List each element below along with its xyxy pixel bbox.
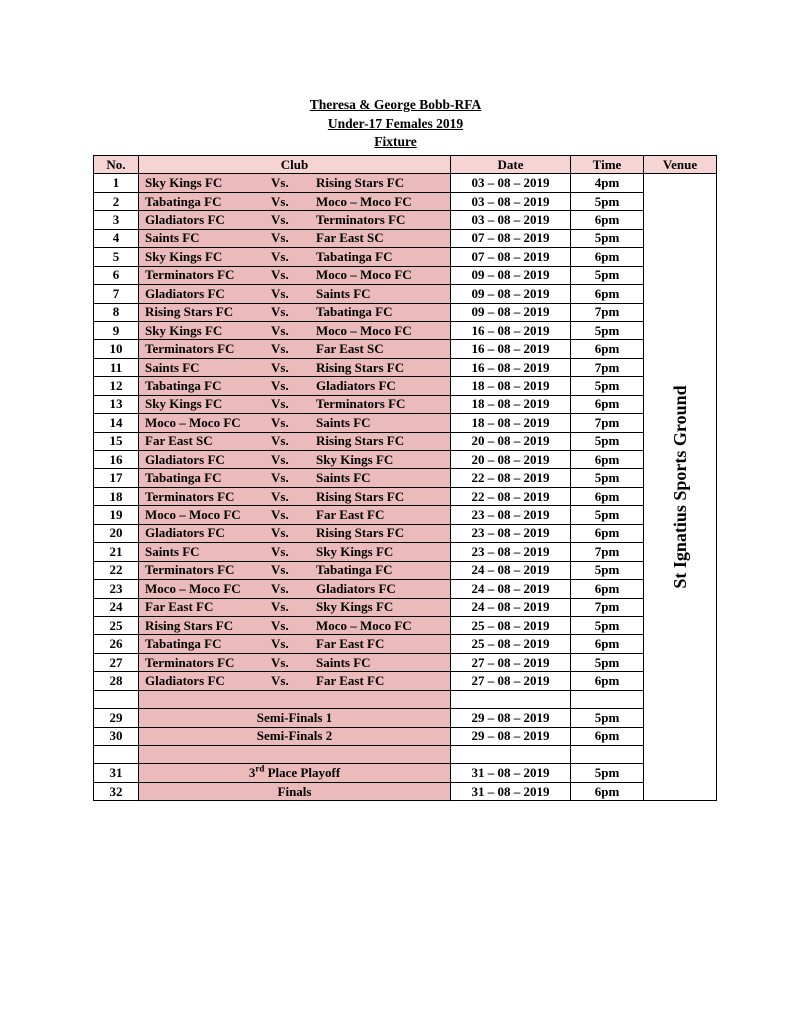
match-clubs xyxy=(139,414,451,432)
match-date: 18 – 08 – 2019 xyxy=(451,414,571,432)
table-row xyxy=(94,229,717,247)
venue-name: St Ignatius Sports Ground xyxy=(670,385,690,589)
semi-final-1-label: Semi-Finals 1 xyxy=(139,709,451,727)
table-row xyxy=(94,248,717,266)
match-number: 30 xyxy=(94,727,139,745)
home-team: Terminators FC xyxy=(145,562,235,578)
away-team: Rising Stars FC xyxy=(316,359,405,375)
match-number: 7 xyxy=(94,285,139,303)
header-venue: Venue xyxy=(644,156,717,174)
table-row xyxy=(94,321,717,339)
home-team: Gladiators FC xyxy=(145,212,225,228)
match-time: 5pm xyxy=(571,469,644,487)
table-row xyxy=(94,285,717,303)
match-number: 13 xyxy=(94,395,139,413)
match-number: 6 xyxy=(94,266,139,284)
match-clubs xyxy=(139,395,451,413)
table-row xyxy=(94,414,717,432)
match-time: 6pm xyxy=(571,285,644,303)
away-team: Far East SC xyxy=(316,230,384,246)
match-time: 7pm xyxy=(571,414,644,432)
table-row xyxy=(94,672,717,690)
match-time: 5pm xyxy=(571,616,644,634)
match-number: 19 xyxy=(94,506,139,524)
table-row xyxy=(94,524,717,542)
away-team: Moco – Moco FC xyxy=(316,267,412,283)
table-row xyxy=(94,598,717,616)
match-time: 5pm xyxy=(571,192,644,210)
competition-title: Under-17 Females 2019 xyxy=(327,115,464,131)
match-number: 3 xyxy=(94,211,139,229)
home-team: Gladiators FC xyxy=(145,285,225,301)
versus-label: Vs. xyxy=(271,193,289,209)
away-team: Far East FC xyxy=(316,636,385,652)
spacer-no xyxy=(94,690,139,708)
match-time: 6pm xyxy=(571,211,644,229)
away-team: Far East FC xyxy=(316,672,385,688)
home-team: Sky Kings FC xyxy=(145,322,223,338)
spacer-time xyxy=(571,690,644,708)
home-team: Terminators FC xyxy=(145,341,235,357)
home-team: Moco – Moco FC xyxy=(145,414,241,430)
match-clubs xyxy=(139,524,451,542)
home-team: Saints FC xyxy=(145,230,200,246)
spacer-date xyxy=(451,690,571,708)
match-time: 5pm xyxy=(571,229,644,247)
match-clubs xyxy=(139,340,451,358)
table-row xyxy=(94,506,717,524)
match-number: 16 xyxy=(94,451,139,469)
spacer-row xyxy=(94,746,717,764)
match-clubs xyxy=(139,469,451,487)
home-team: Sky Kings FC xyxy=(145,396,223,412)
spacer-no xyxy=(94,746,139,764)
home-team: Far East SC xyxy=(145,433,213,449)
away-team: Rising Stars FC xyxy=(316,433,405,449)
versus-label: Vs. xyxy=(271,267,289,283)
home-team: Gladiators FC xyxy=(145,451,225,467)
match-time: 5pm xyxy=(571,709,644,727)
match-clubs xyxy=(139,303,451,321)
match-time: 4pm xyxy=(571,174,644,192)
header-club: Club xyxy=(139,156,451,174)
match-clubs xyxy=(139,358,451,376)
away-team: Terminators FC xyxy=(316,396,406,412)
away-team: Gladiators FC xyxy=(316,377,396,393)
match-date: 27 – 08 – 2019 xyxy=(451,653,571,671)
match-clubs xyxy=(139,598,451,616)
spacer-time xyxy=(571,746,644,764)
match-number: 5 xyxy=(94,248,139,266)
spacer-row xyxy=(94,690,717,708)
match-number: 27 xyxy=(94,653,139,671)
away-team: Rising Stars FC xyxy=(316,175,405,191)
table-row xyxy=(94,174,717,192)
match-date: 07 – 08 – 2019 xyxy=(451,248,571,266)
match-number: 20 xyxy=(94,524,139,542)
versus-label: Vs. xyxy=(271,396,289,412)
away-team: Saints FC xyxy=(316,654,371,670)
away-team: Rising Stars FC xyxy=(316,525,405,541)
header-date: Date xyxy=(451,156,571,174)
versus-label: Vs. xyxy=(271,341,289,357)
match-number: 25 xyxy=(94,616,139,634)
versus-label: Vs. xyxy=(271,543,289,559)
match-time: 6pm xyxy=(571,672,644,690)
home-team: Sky Kings FC xyxy=(145,248,223,264)
match-clubs xyxy=(139,321,451,339)
match-date: 20 – 08 – 2019 xyxy=(451,451,571,469)
home-team: Rising Stars FC xyxy=(145,617,234,633)
away-team: Rising Stars FC xyxy=(316,488,405,504)
match-number: 12 xyxy=(94,377,139,395)
match-date: 16 – 08 – 2019 xyxy=(451,321,571,339)
semi-final-2-label: Semi-Finals 2 xyxy=(139,727,451,745)
match-time: 5pm xyxy=(571,432,644,450)
away-team: Sky Kings FC xyxy=(316,599,394,615)
match-clubs xyxy=(139,432,451,450)
versus-label: Vs. xyxy=(271,285,289,301)
organization-title: Theresa & George Bobb-RFA xyxy=(309,97,482,112)
stage-label: Place Playoff xyxy=(264,765,341,781)
away-team: Saints FC xyxy=(316,414,371,430)
table-row xyxy=(94,358,717,376)
match-date: 22 – 08 – 2019 xyxy=(451,469,571,487)
match-date: 24 – 08 – 2019 xyxy=(451,580,571,598)
match-clubs xyxy=(139,616,451,634)
versus-label: Vs. xyxy=(271,175,289,191)
match-number: 31 xyxy=(94,764,139,782)
match-number: 2 xyxy=(94,192,139,210)
versus-label: Vs. xyxy=(271,507,289,523)
home-team: Tabatinga FC xyxy=(145,377,222,393)
home-team: Saints FC xyxy=(145,359,200,375)
spacer-club xyxy=(139,746,451,764)
match-date: 23 – 08 – 2019 xyxy=(451,524,571,542)
away-team: Saints FC xyxy=(316,470,371,486)
away-team: Tabatinga FC xyxy=(316,304,393,320)
match-date: 16 – 08 – 2019 xyxy=(451,358,571,376)
match-number: 32 xyxy=(94,782,139,800)
match-date: 03 – 08 – 2019 xyxy=(451,192,571,210)
versus-label: Vs. xyxy=(271,636,289,652)
home-team: Tabatinga FC xyxy=(145,470,222,486)
match-clubs xyxy=(139,506,451,524)
home-team: Far East FC xyxy=(145,599,214,615)
match-date: 31 – 08 – 2019 xyxy=(451,782,571,800)
match-clubs xyxy=(139,285,451,303)
match-date: 29 – 08 – 2019 xyxy=(451,727,571,745)
versus-label: Vs. xyxy=(271,414,289,430)
match-number: 21 xyxy=(94,543,139,561)
home-team: Terminators FC xyxy=(145,654,235,670)
match-clubs xyxy=(139,543,451,561)
versus-label: Vs. xyxy=(271,617,289,633)
home-team: Moco – Moco FC xyxy=(145,580,241,596)
match-time: 6pm xyxy=(571,580,644,598)
away-team: Terminators FC xyxy=(316,212,406,228)
match-date: 20 – 08 – 2019 xyxy=(451,432,571,450)
match-number: 15 xyxy=(94,432,139,450)
match-date: 24 – 08 – 2019 xyxy=(451,561,571,579)
document-header xyxy=(0,96,791,152)
table-row xyxy=(94,432,717,450)
match-date: 09 – 08 – 2019 xyxy=(451,303,571,321)
table-row xyxy=(94,580,717,598)
table-row xyxy=(94,266,717,284)
match-clubs xyxy=(139,451,451,469)
match-date: 03 – 08 – 2019 xyxy=(451,211,571,229)
finals-label: Finals xyxy=(139,782,451,800)
home-team: Moco – Moco FC xyxy=(145,507,241,523)
away-team: Gladiators FC xyxy=(316,580,396,596)
versus-label: Vs. xyxy=(271,470,289,486)
match-time: 6pm xyxy=(571,340,644,358)
match-number: 14 xyxy=(94,414,139,432)
match-time: 5pm xyxy=(571,321,644,339)
home-team: Gladiators FC xyxy=(145,525,225,541)
match-date: 24 – 08 – 2019 xyxy=(451,598,571,616)
match-date: 27 – 08 – 2019 xyxy=(451,672,571,690)
match-time: 6pm xyxy=(571,487,644,505)
match-clubs xyxy=(139,174,451,192)
versus-label: Vs. xyxy=(271,322,289,338)
table-row xyxy=(94,727,717,745)
table-row xyxy=(94,340,717,358)
match-clubs xyxy=(139,487,451,505)
table-row xyxy=(94,635,717,653)
match-clubs xyxy=(139,672,451,690)
table-row xyxy=(94,451,717,469)
versus-label: Vs. xyxy=(271,433,289,449)
match-number: 4 xyxy=(94,229,139,247)
table-row xyxy=(94,211,717,229)
table-row xyxy=(94,764,717,782)
versus-label: Vs. xyxy=(271,377,289,393)
home-team: Tabatinga FC xyxy=(145,193,222,209)
versus-label: Vs. xyxy=(271,230,289,246)
match-number: 9 xyxy=(94,321,139,339)
match-number: 11 xyxy=(94,358,139,376)
home-team: Sky Kings FC xyxy=(145,175,223,191)
match-date: 23 – 08 – 2019 xyxy=(451,506,571,524)
match-time: 7pm xyxy=(571,303,644,321)
match-clubs xyxy=(139,229,451,247)
versus-label: Vs. xyxy=(271,599,289,615)
match-time: 6pm xyxy=(571,782,644,800)
match-clubs xyxy=(139,211,451,229)
match-time: 7pm xyxy=(571,543,644,561)
match-number: 23 xyxy=(94,580,139,598)
match-clubs xyxy=(139,377,451,395)
match-clubs xyxy=(139,266,451,284)
match-time: 6pm xyxy=(571,635,644,653)
away-team: Moco – Moco FC xyxy=(316,193,412,209)
match-time: 5pm xyxy=(571,506,644,524)
versus-label: Vs. xyxy=(271,451,289,467)
table-row xyxy=(94,377,717,395)
table-row xyxy=(94,709,717,727)
away-team: Saints FC xyxy=(316,285,371,301)
away-team: Sky Kings FC xyxy=(316,451,394,467)
match-date: 18 – 08 – 2019 xyxy=(451,395,571,413)
table-row xyxy=(94,469,717,487)
spacer-club xyxy=(139,690,451,708)
home-team: Gladiators FC xyxy=(145,672,225,688)
third-place-playoff-label xyxy=(139,764,451,782)
table-row xyxy=(94,395,717,413)
ordinal-number: 3 xyxy=(248,765,256,781)
match-time: 5pm xyxy=(571,377,644,395)
match-number: 29 xyxy=(94,709,139,727)
away-team: Moco – Moco FC xyxy=(316,322,412,338)
match-date: 18 – 08 – 2019 xyxy=(451,377,571,395)
match-date: 25 – 08 – 2019 xyxy=(451,616,571,634)
match-time: 6pm xyxy=(571,524,644,542)
match-time: 6pm xyxy=(571,395,644,413)
match-clubs xyxy=(139,580,451,598)
match-clubs xyxy=(139,635,451,653)
match-number: 24 xyxy=(94,598,139,616)
away-team: Far East FC xyxy=(316,507,385,523)
home-team: Terminators FC xyxy=(145,488,235,504)
spacer-date xyxy=(451,746,571,764)
match-clubs xyxy=(139,653,451,671)
match-date: 25 – 08 – 2019 xyxy=(451,635,571,653)
match-clubs xyxy=(139,561,451,579)
match-number: 26 xyxy=(94,635,139,653)
match-date: 09 – 08 – 2019 xyxy=(451,266,571,284)
match-date: 29 – 08 – 2019 xyxy=(451,709,571,727)
home-team: Rising Stars FC xyxy=(145,304,234,320)
fixture-table xyxy=(93,155,717,801)
match-time: 7pm xyxy=(571,358,644,376)
table-row xyxy=(94,303,717,321)
versus-label: Vs. xyxy=(271,562,289,578)
venue-cell xyxy=(644,174,717,801)
table-row xyxy=(94,561,717,579)
table-header-row xyxy=(94,156,717,174)
match-date: 22 – 08 – 2019 xyxy=(451,487,571,505)
header-no: No. xyxy=(94,156,139,174)
table-row xyxy=(94,782,717,800)
home-team: Saints FC xyxy=(145,543,200,559)
match-number: 17 xyxy=(94,469,139,487)
header-time: Time xyxy=(571,156,644,174)
versus-label: Vs. xyxy=(271,672,289,688)
away-team: Tabatinga FC xyxy=(316,562,393,578)
versus-label: Vs. xyxy=(271,654,289,670)
away-team: Sky Kings FC xyxy=(316,543,394,559)
versus-label: Vs. xyxy=(271,248,289,264)
home-team: Tabatinga FC xyxy=(145,636,222,652)
match-time: 6pm xyxy=(571,451,644,469)
match-number: 18 xyxy=(94,487,139,505)
versus-label: Vs. xyxy=(271,488,289,504)
versus-label: Vs. xyxy=(271,359,289,375)
match-time: 7pm xyxy=(571,598,644,616)
match-date: 31 – 08 – 2019 xyxy=(451,764,571,782)
away-team: Tabatinga FC xyxy=(316,248,393,264)
away-team: Far East SC xyxy=(316,341,384,357)
table-row xyxy=(94,543,717,561)
match-number: 10 xyxy=(94,340,139,358)
match-time: 5pm xyxy=(571,764,644,782)
match-clubs xyxy=(139,248,451,266)
fixture-body xyxy=(94,174,717,801)
versus-label: Vs. xyxy=(271,212,289,228)
match-date: 07 – 08 – 2019 xyxy=(451,229,571,247)
match-time: 5pm xyxy=(571,653,644,671)
match-time: 6pm xyxy=(571,248,644,266)
match-date: 09 – 08 – 2019 xyxy=(451,285,571,303)
away-team: Moco – Moco FC xyxy=(316,617,412,633)
versus-label: Vs. xyxy=(271,304,289,320)
home-team: Terminators FC xyxy=(145,267,235,283)
versus-label: Vs. xyxy=(271,525,289,541)
table-row xyxy=(94,192,717,210)
match-date: 03 – 08 – 2019 xyxy=(451,174,571,192)
ordinal-suffix: rd xyxy=(255,763,265,774)
match-number: 8 xyxy=(94,303,139,321)
fixture-title: Fixture xyxy=(374,134,417,149)
match-number: 22 xyxy=(94,561,139,579)
match-number: 28 xyxy=(94,672,139,690)
match-date: 23 – 08 – 2019 xyxy=(451,543,571,561)
match-time: 5pm xyxy=(571,266,644,284)
match-number: 1 xyxy=(94,174,139,192)
match-clubs xyxy=(139,192,451,210)
versus-label: Vs. xyxy=(271,580,289,596)
table-row xyxy=(94,487,717,505)
match-time: 6pm xyxy=(571,727,644,745)
match-date: 16 – 08 – 2019 xyxy=(451,340,571,358)
table-row xyxy=(94,653,717,671)
table-row xyxy=(94,616,717,634)
match-time: 5pm xyxy=(571,561,644,579)
